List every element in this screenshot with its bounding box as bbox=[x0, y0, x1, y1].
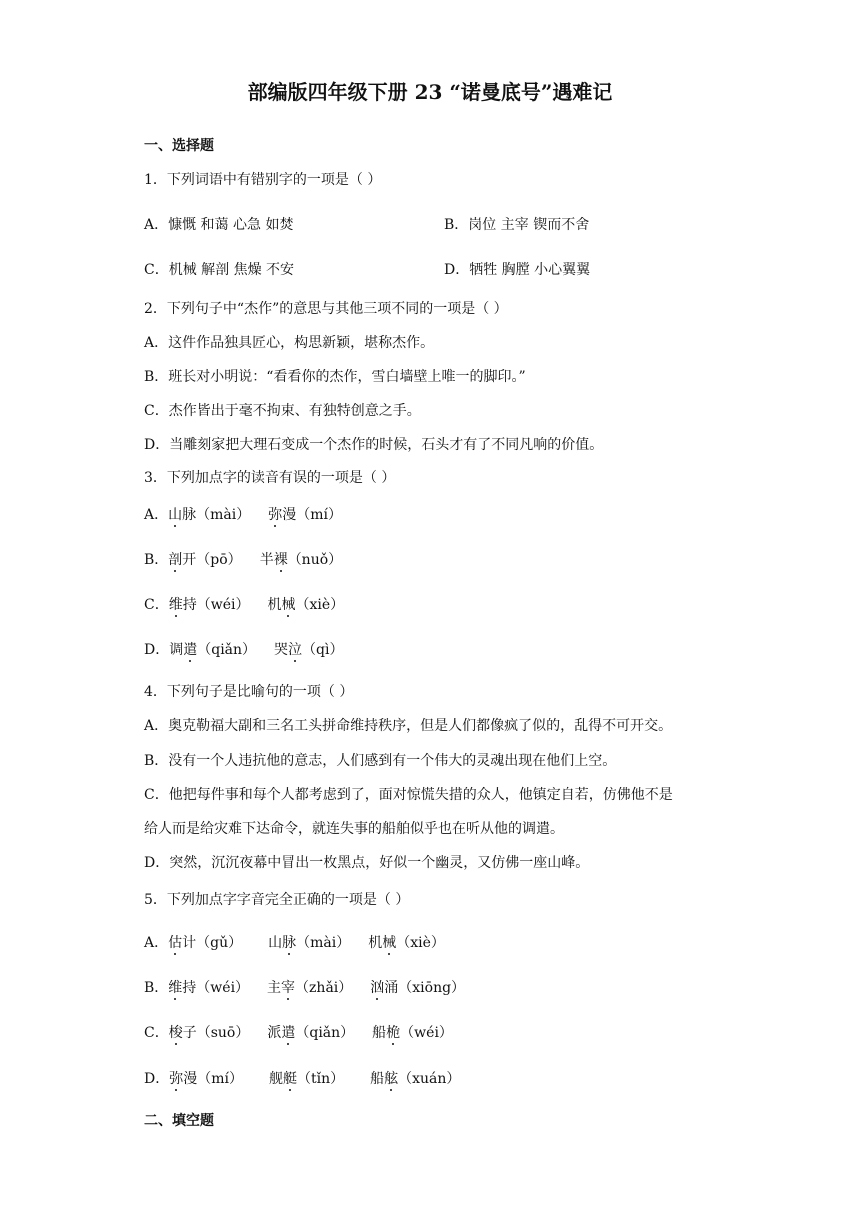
q2-option-a: A．这件作品独具匠心，构思新颖，堪称杰作。 bbox=[144, 335, 435, 351]
q2-option-c: C．杰作皆出于毫不拘束、有独特创意之手。 bbox=[144, 403, 421, 419]
q1-option-b: B．岗位 主宰 锲而不舍 bbox=[444, 217, 590, 233]
q2-option-b: B．班长对小明说：“看看你的杰作，雪白墙壁上唯一的脚印。” bbox=[144, 369, 526, 385]
q5-stem: 5．下列加点字字音完全正确的一项是（ ） bbox=[144, 892, 410, 908]
q3-stem: 3．下列加点字的读音有误的一项是（ ） bbox=[144, 470, 396, 486]
q4-option-b: B．没有一个人违抗他的意志，人们感到有一个伟大的灵魂出现在他们上空。 bbox=[144, 753, 617, 769]
q5-option-d: D．弥漫（mí） 舰艇（tǐn） 船舷（xuán） bbox=[144, 1071, 461, 1087]
q2-option-d: D．当雕刻家把大理石变成一个杰作的时候，石头才有了不同凡响的价值。 bbox=[144, 437, 604, 453]
q2-stem: 2．下列句子中“杰作”的意思与其他三项不同的一项是（ ） bbox=[144, 301, 508, 317]
q3-option-c: C．维持（wéi） 机械（xiè） bbox=[144, 597, 345, 613]
q4-stem: 4．下列句子是比喻句的一项（ ） bbox=[144, 684, 354, 700]
q4-option-d: D．突然，沉沉夜幕中冒出一枚黑点，好似一个幽灵，又仿佛一座山峰。 bbox=[144, 855, 590, 871]
q5-option-b: B．维持（wéi） 主宰（zhǎi） 汹涌（xiōng） bbox=[144, 980, 466, 996]
section-choice: 一、选择题 bbox=[144, 138, 214, 154]
q3-option-d: D．调遣（qiǎn） 哭泣（qì） bbox=[144, 642, 344, 658]
q1-stem: 1．下列词语中有错别字的一项是（ ） bbox=[144, 172, 382, 188]
q4-option-c: C．他把每件事和每个人都考虑到了，面对惊慌失措的众人，他镇定自若，仿佛他不是 bbox=[144, 787, 673, 803]
page-title: 部编版四年级下册 23 “诺曼底号”遇难记 bbox=[247, 80, 613, 104]
q1-option-a: A．慷慨 和蔼 心急 如焚 bbox=[144, 217, 294, 233]
q3-option-a: A．山脉（mài） 弥漫（mí） bbox=[144, 507, 342, 523]
q1-option-d: D．牺牲 胸膛 小心翼翼 bbox=[444, 262, 591, 278]
q5-option-a: A．估计（gǔ） 山脉（mài） 机械（xiè） bbox=[144, 935, 445, 951]
q4-option-a: A．奥克勒福大副和三名工头拼命维持秩序，但是人们都像疯了似的，乱得不可开交。 bbox=[144, 718, 673, 734]
q4-option-c-continued: 给人而是给灾难下达命令，就连失事的船舶似乎也在听从他的调遣。 bbox=[144, 821, 564, 837]
q5-option-c: C．梭子（suō） 派遣（qiǎn） 船桅（wéi） bbox=[144, 1025, 453, 1041]
q1-option-c: C．机械 解剖 焦燥 不安 bbox=[144, 262, 295, 278]
section-fill-blank: 二、填空题 bbox=[144, 1113, 214, 1129]
q3-option-b: B．剖开（pō） 半裸（nuǒ） bbox=[144, 552, 343, 568]
